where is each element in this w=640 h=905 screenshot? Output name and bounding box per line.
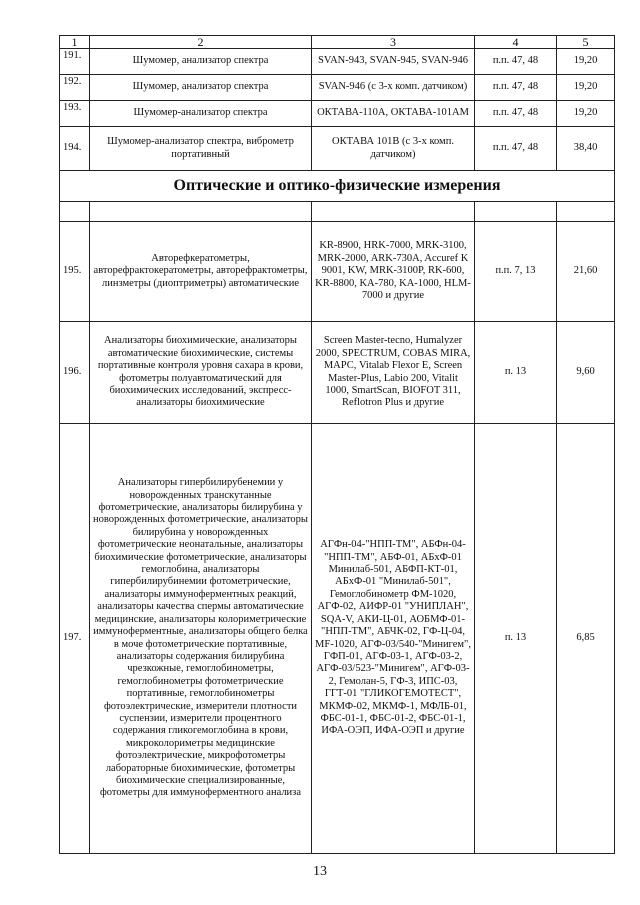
spacer-cell (557, 202, 615, 222)
row-models: KR-8900, HRK-7000, MRK-3100, MRK-2000, ARK-730A, Accuref K 9001, KW, MRK-3100P, RK-600, KR-8800, KA-780, KA-1000, HLM-7000 и другие (312, 222, 475, 322)
header-row (60, 36, 615, 49)
table-row (60, 101, 615, 127)
header-col-4: 4 (475, 36, 557, 49)
row-ref: п. 13 (475, 424, 557, 854)
row-name: Шумомер, анализатор спектра (90, 75, 312, 101)
row-ref: п. 13 (475, 322, 557, 424)
row-models: ОКТАВА-110А, ОКТАВА-101АМ (312, 101, 475, 127)
row-number: 191. (60, 49, 90, 75)
row-number: 192. (60, 75, 90, 101)
header-col-5: 5 (557, 36, 615, 49)
row-ref: п.п. 7, 13 (475, 222, 557, 322)
price-table (59, 35, 615, 854)
spacer-cell (312, 202, 475, 222)
row-name: Авторефкератометры, авторефрактокератометры, авторефрактометры, линзметры (диоптриметры) автоматические (90, 222, 312, 322)
row-ref: п.п. 47, 48 (475, 127, 557, 171)
row-number: 196. (60, 322, 90, 424)
table-row (60, 424, 615, 854)
page-number: 13 (313, 864, 327, 879)
row-price: 38,40 (557, 127, 615, 171)
table-row (60, 322, 615, 424)
header-col-1: 1 (60, 36, 90, 49)
row-models: SVAN-946 (с 3-х комп. датчиком) (312, 75, 475, 101)
row-number: 197. (60, 424, 90, 854)
row-price: 9,60 (557, 322, 615, 424)
row-number: 195. (60, 222, 90, 322)
table-row (60, 127, 615, 171)
table-row (60, 49, 615, 75)
row-name: Анализаторы биохимические, анализаторы автоматические биохимические, системы портативные контроля уровня сахара в крови, фотометры полуавтоматический для биохимических исследований, экспресс-анализаторы биохимические (90, 322, 312, 424)
row-models: SVAN-943, SVAN-945, SVAN-946 (312, 49, 475, 75)
spacer-cell (90, 202, 312, 222)
row-models: ОКТАВА 101В (с 3-х комп. датчиком) (312, 127, 475, 171)
header-col-2: 2 (90, 36, 312, 49)
table-row (60, 222, 615, 322)
row-ref: п.п. 47, 48 (475, 101, 557, 127)
row-price: 19,20 (557, 101, 615, 127)
row-number: 194. (60, 127, 90, 171)
row-models: АГФн-04-"НПП-ТМ", АБФн-04-"НПП-ТМ", АБФ-01, АБхФ-01 Минилаб-501, АБФП-КТ-01, АБхФ-01 "Минилаб-501", Гемоглобинометр ФМ-1020, АГФ-02, АИФР-01 "УНИПЛАН", SQA-V, АКИ-Ц-01, АОБМФ-01-"НПП-ТМ", АБЧК-02, ГФ-Ц-04, MF-1020, АГФ-03/540-"Минигем", ГФП-01, АГФ-03-1, АГФ-03-2, АГФ-03/523-"Минигем", АГФ-03-2, Гемолан-5, ГФ-3, ИПС-03, ГГТ-01 "ГЛИКОГЕМОТЕСТ", МКМФ-02, МКМФ-1, МФЛБ-01, ФБС-01-1, ФБС-01-2, ФБС-01-1, ИФА-ОЭП, ИФА-ОЭП и другие (312, 424, 475, 854)
row-ref: п.п. 47, 48 (475, 75, 557, 101)
section-row (60, 171, 615, 202)
row-name: Шумомер-анализатор спектра, виброметр портативный (90, 127, 312, 171)
row-ref: п.п. 47, 48 (475, 49, 557, 75)
row-price: 19,20 (557, 75, 615, 101)
row-name: Шумомер, анализатор спектра (90, 49, 312, 75)
row-number: 193. (60, 101, 90, 127)
header-col-3: 3 (312, 36, 475, 49)
row-models: Screen Master-tecno, Humalyzer 2000, SPECTRUM, COBAS MIRA, МАРС, Vitalab Flexor E, Screen Master-Plus, Labio 200, Vitalit 1000, SmartScan, BIOFOT 311, Reflotron Plus и другие (312, 322, 475, 424)
spacer-row (60, 202, 615, 222)
row-name: Анализаторы гипербилирубенемии у новорожденных транскутанные фотометрические, анализаторы билирубина у новорожденных фотометрические, анализаторы билирубина у новорожденных фотометрические неонатальные, анализаторы биохимические фотометрические, анализаторы гемоглобина, анализаторы гипербилирубинемии фотометрические, анализаторы иммуноферментных реакций, анализаторы качества спермы автоматические медицинские, анализаторы колориметрические иммуноферментные, анализаторы общего белка в моче фотометрические портативные, анализаторы содержания билирубина чрезкожные, гемоглобинометры, гемоглобинометры фотометрические портативные, гемоглобинометры фотоэлектрические, измерители плотности суспензии, измерители процентного содержания гликогемоглобина в крови, микроколориметры медицинские фотоэлектрические, микрофотометры лабораторные биохимические, фотометры биохимические специализированные, фотометры для иммуноферментного анализа (90, 424, 312, 854)
row-price: 19,20 (557, 49, 615, 75)
table-row (60, 75, 615, 101)
row-price: 21,60 (557, 222, 615, 322)
spacer-cell (475, 202, 557, 222)
row-price: 6,85 (557, 424, 615, 854)
row-name: Шумомер-анализатор спектра (90, 101, 312, 127)
section-title: Оптические и оптико-физические измерения (60, 171, 615, 202)
spacer-cell (60, 202, 90, 222)
